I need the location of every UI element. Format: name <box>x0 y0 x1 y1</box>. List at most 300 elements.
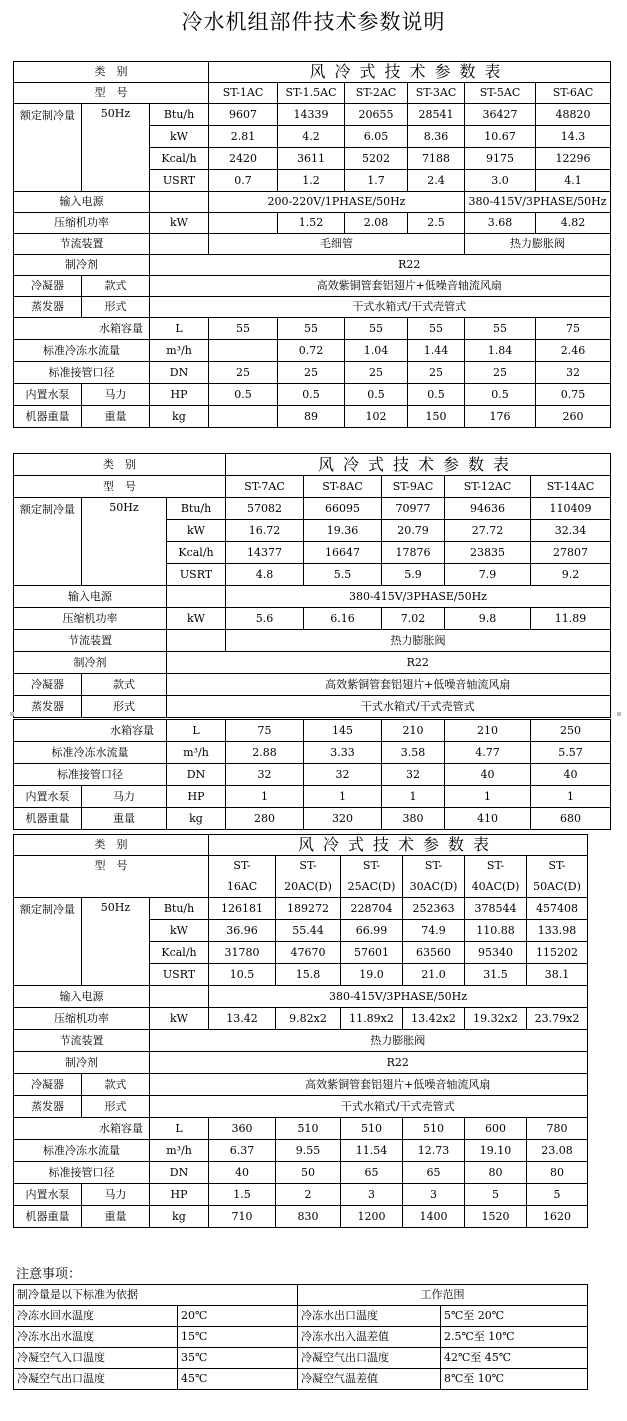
data-cell: 40 <box>209 1162 276 1184</box>
unit-cell: kW <box>150 1008 209 1030</box>
data-cell: 145 <box>304 720 382 742</box>
data-cell: 0.5 <box>278 384 345 406</box>
data-cell: 11.54 <box>341 1140 403 1162</box>
tank-label: 水箱容量 <box>14 318 150 340</box>
throttle-label: 节流装置 <box>14 1030 150 1052</box>
spec-table-1 <box>13 61 611 428</box>
unit-cell <box>167 652 226 674</box>
data-cell: 9.8 <box>445 608 531 630</box>
notes-value: 42℃至 45℃ <box>441 1348 588 1369</box>
tank-label: 水箱容量 <box>14 1118 150 1140</box>
data-cell: 380 <box>382 808 445 830</box>
power-label: 输入电源 <box>14 986 150 1008</box>
form-label: 形式 <box>82 297 150 318</box>
data-cell: 115202 <box>527 942 588 964</box>
power-three-phase: 380-415V/3PHASE/50Hz <box>465 192 611 213</box>
data-cell: 210 <box>445 720 531 742</box>
data-cell: 0.75 <box>536 384 611 406</box>
refrigerant-label: 制冷剂 <box>14 255 150 276</box>
notes-key: 冷冻水回水温度 <box>14 1306 178 1327</box>
data-cell: 1.52 <box>278 213 345 234</box>
model-label: 型 号 <box>14 83 209 104</box>
unit-cell <box>150 1074 209 1096</box>
data-cell: 150 <box>408 406 465 428</box>
compressor-label: 压缩机功率 <box>14 1008 150 1030</box>
throttle-label: 节流装置 <box>14 630 167 652</box>
model-cell: ST- <box>527 856 588 877</box>
data-cell: 510 <box>403 1118 465 1140</box>
model-cell: ST-7AC <box>226 476 304 498</box>
pump-label: 内置水泵 <box>14 384 82 406</box>
data-cell: 27.72 <box>445 520 531 542</box>
data-cell: 510 <box>341 1118 403 1140</box>
unit-cell: DN <box>167 764 226 786</box>
data-cell: 23.08 <box>527 1140 588 1162</box>
notes-value: 5℃至 20℃ <box>441 1306 588 1327</box>
notes-key: 冷凝空气温差值 <box>298 1369 441 1390</box>
data-cell: 14.3 <box>536 126 611 148</box>
model-cell: ST- <box>276 856 341 877</box>
unit-cell: kW <box>167 520 226 542</box>
data-cell: 57082 <box>226 498 304 520</box>
data-cell: 6.05 <box>345 126 408 148</box>
data-cell: 0.7 <box>209 170 278 192</box>
power-three-phase: 380-415V/3PHASE/50Hz <box>209 986 588 1008</box>
data-cell: 1.44 <box>408 340 465 362</box>
notes-key: 冷凝空气出口温度 <box>14 1369 178 1390</box>
data-cell: 7.9 <box>445 564 531 586</box>
data-cell: 6.37 <box>209 1140 276 1162</box>
data-cell: 189272 <box>276 898 341 920</box>
data-cell: 1400 <box>403 1206 465 1228</box>
unit-cell <box>150 986 209 1008</box>
data-cell: 17876 <box>382 542 445 564</box>
model-cell: ST- <box>209 856 276 877</box>
data-cell: 12.73 <box>403 1140 465 1162</box>
data-cell: 320 <box>304 808 382 830</box>
data-cell: 1 <box>382 786 445 808</box>
data-cell: 25 <box>278 362 345 384</box>
model-cell: 20AC(D) <box>276 877 341 898</box>
data-cell: 7.02 <box>382 608 445 630</box>
data-cell: 2.4 <box>408 170 465 192</box>
model-cell: ST-12AC <box>445 476 531 498</box>
data-cell: 66095 <box>304 498 382 520</box>
unit-cell: USRT <box>167 564 226 586</box>
unit-cell: DN <box>150 1162 209 1184</box>
data-cell: 6.16 <box>304 608 382 630</box>
notes-key: 冷凝空气出口温度 <box>298 1348 441 1369</box>
data-cell: 510 <box>276 1118 341 1140</box>
expansion-valve: 热力膨胀阀 <box>465 234 611 255</box>
data-cell: 1620 <box>527 1206 588 1228</box>
data-cell: 12296 <box>536 148 611 170</box>
refrigerant-label: 制冷剂 <box>14 652 167 674</box>
data-cell: 410 <box>445 808 531 830</box>
data-cell: 9607 <box>209 104 278 126</box>
model-cell: ST-2AC <box>345 83 408 104</box>
frequency-label: 50Hz <box>82 898 150 986</box>
table-header: 风冷式技术参数表 <box>226 454 611 476</box>
data-cell: 0.5 <box>345 384 408 406</box>
model-cell: ST-1.5AC <box>278 83 345 104</box>
capillary-tube: 毛细管 <box>209 234 465 255</box>
data-cell: 55.44 <box>276 920 341 942</box>
expansion-valve: 热力膨胀阀 <box>209 1030 588 1052</box>
data-cell: 2.88 <box>226 742 304 764</box>
data-cell: 9.82x2 <box>276 1008 341 1030</box>
data-cell: 13.42x2 <box>403 1008 465 1030</box>
data-cell: 133.98 <box>527 920 588 942</box>
data-cell: 28541 <box>408 104 465 126</box>
model-cell: ST- <box>403 856 465 877</box>
unit-cell <box>150 1030 209 1052</box>
unit-cell: L <box>167 720 226 742</box>
data-cell: 75 <box>226 720 304 742</box>
data-cell: 32 <box>304 764 382 786</box>
data-cell: 80 <box>465 1162 527 1184</box>
data-cell: 10.67 <box>465 126 536 148</box>
data-cell: 21.0 <box>403 964 465 986</box>
capacity-label: 额定制冷量 <box>14 498 82 586</box>
data-cell: 32 <box>382 764 445 786</box>
data-cell: 19.10 <box>465 1140 527 1162</box>
data-cell: 16647 <box>304 542 382 564</box>
tank-label: 水箱容量 <box>14 720 167 742</box>
unit-cell: HP <box>150 1184 209 1206</box>
data-cell: 710 <box>209 1206 276 1228</box>
data-cell: 40 <box>531 764 611 786</box>
unit-cell: HP <box>150 384 209 406</box>
data-cell: 680 <box>531 808 611 830</box>
unit-cell: Btu/h <box>150 898 209 920</box>
model-cell: ST-3AC <box>408 83 465 104</box>
data-cell: 9.2 <box>531 564 611 586</box>
data-cell: 25 <box>408 362 465 384</box>
unit-cell <box>167 586 226 608</box>
data-cell: 5.5 <box>304 564 382 586</box>
form-label: 形式 <box>82 696 167 718</box>
data-cell: 5.57 <box>531 742 611 764</box>
model-cell: ST-5AC <box>465 83 536 104</box>
data-cell: 2.5 <box>408 213 465 234</box>
spec-table-3 <box>13 834 588 1228</box>
data-cell: 23.79x2 <box>527 1008 588 1030</box>
data-cell: 250 <box>531 720 611 742</box>
unit-cell: m³/h <box>150 340 209 362</box>
data-cell <box>209 406 278 428</box>
data-cell: 5.9 <box>382 564 445 586</box>
unit-cell: USRT <box>150 170 209 192</box>
data-cell: 10.5 <box>209 964 276 986</box>
unit-cell: kW <box>167 608 226 630</box>
data-cell: 70977 <box>382 498 445 520</box>
data-cell: 14339 <box>278 104 345 126</box>
unit-cell <box>150 276 209 297</box>
data-cell: 0.72 <box>278 340 345 362</box>
data-cell: 3.33 <box>304 742 382 764</box>
horsepower-label: 马力 <box>82 384 150 406</box>
evaporator-value: 干式水箱式/干式壳管式 <box>226 696 611 718</box>
data-cell: 4.2 <box>278 126 345 148</box>
unit-cell: kg <box>167 808 226 830</box>
evaporator-value: 干式水箱式/干式壳管式 <box>209 1096 588 1118</box>
data-cell: 830 <box>276 1206 341 1228</box>
data-cell: 55 <box>345 318 408 340</box>
unit-cell: kW <box>150 920 209 942</box>
flow-label: 标准冷冻水流量 <box>14 1140 150 1162</box>
data-cell: 7188 <box>408 148 465 170</box>
data-cell: 55 <box>209 318 278 340</box>
capacity-label: 额定制冷量 <box>14 898 82 986</box>
unit-cell: m³/h <box>167 742 226 764</box>
data-cell: 36427 <box>465 104 536 126</box>
unit-cell: USRT <box>150 964 209 986</box>
unit-cell: DN <box>150 362 209 384</box>
data-cell: 176 <box>465 406 536 428</box>
data-cell: 126181 <box>209 898 276 920</box>
unit-cell: kW <box>150 213 209 234</box>
model-cell: 40AC(D) <box>465 877 527 898</box>
data-cell: 65 <box>341 1162 403 1184</box>
data-cell: 1200 <box>341 1206 403 1228</box>
condenser-value: 高效紫铜管套铝翅片+低噪音轴流风扇 <box>226 674 611 696</box>
notes-key: 冷冻水出入温差值 <box>298 1327 441 1348</box>
condenser-value: 高效紫铜管套铝翅片+低噪音轴流风扇 <box>209 276 611 297</box>
data-cell: 5.6 <box>226 608 304 630</box>
data-cell: 38.1 <box>527 964 588 986</box>
pipe-label: 标准接管口径 <box>14 764 167 786</box>
data-cell: 55 <box>465 318 536 340</box>
unit-cell: Kcal/h <box>167 542 226 564</box>
pipe-label: 标准接管口径 <box>14 1162 150 1184</box>
data-cell: 280 <box>226 808 304 830</box>
data-cell: 32 <box>536 362 611 384</box>
data-cell: 2.81 <box>209 126 278 148</box>
refrigerant-value: R22 <box>226 652 611 674</box>
data-cell: 50 <box>276 1162 341 1184</box>
frequency-label: 50Hz <box>82 104 150 192</box>
data-cell: 1.04 <box>345 340 408 362</box>
unit-cell <box>167 696 226 718</box>
notes-basis-label: 制冷量是以下标准为依据 <box>14 1285 298 1306</box>
model-cell: ST- <box>465 856 527 877</box>
frequency-label: 50Hz <box>82 498 167 586</box>
data-cell: 40 <box>445 764 531 786</box>
table-header: 风冷式技术参数表 <box>209 62 611 83</box>
model-cell: 25AC(D) <box>341 877 403 898</box>
data-cell: 11.89 <box>531 608 611 630</box>
throttle-label: 节流装置 <box>14 234 150 255</box>
data-cell: 15.8 <box>276 964 341 986</box>
data-cell: 1.7 <box>345 170 408 192</box>
model-cell: 30AC(D) <box>403 877 465 898</box>
unit-cell: kg <box>150 406 209 428</box>
unit-cell <box>167 630 226 652</box>
data-cell: 210 <box>382 720 445 742</box>
data-cell: 89 <box>278 406 345 428</box>
condenser-label: 冷凝器 <box>14 276 82 297</box>
data-cell: 47670 <box>276 942 341 964</box>
evaporator-label: 蒸发器 <box>14 297 82 318</box>
data-cell: 110.88 <box>465 920 527 942</box>
data-cell: 2.08 <box>345 213 408 234</box>
table-header: 风冷式技术参数表 <box>209 835 588 856</box>
model-cell: ST-14AC <box>531 476 611 498</box>
page-title: 冷水机组部件技术参数说明 <box>181 10 446 34</box>
data-cell: 95340 <box>465 942 527 964</box>
data-cell: 80 <box>527 1162 588 1184</box>
unit-cell: kW <box>150 126 209 148</box>
flow-label: 标准冷冻水流量 <box>14 742 167 764</box>
weight-label: 机器重量 <box>14 1206 82 1228</box>
data-cell: 75 <box>536 318 611 340</box>
compressor-label: 压缩机功率 <box>14 213 150 234</box>
data-cell: 3.68 <box>465 213 536 234</box>
data-cell: 228704 <box>341 898 403 920</box>
flow-label: 标准冷冻水流量 <box>14 340 150 362</box>
data-cell: 14377 <box>226 542 304 564</box>
style-label: 款式 <box>82 674 167 696</box>
refrigerant-label: 制冷剂 <box>14 1052 150 1074</box>
data-cell: 1.5 <box>209 1184 276 1206</box>
data-cell: 3611 <box>278 148 345 170</box>
data-cell: 0.5 <box>209 384 278 406</box>
data-cell: 3.58 <box>382 742 445 764</box>
evaporator-label: 蒸发器 <box>14 1096 82 1118</box>
spec-table-2 <box>13 453 611 718</box>
horsepower-label: 马力 <box>82 786 167 808</box>
data-cell: 74.9 <box>403 920 465 942</box>
category-label: 类 别 <box>14 62 209 83</box>
data-cell: 9.55 <box>276 1140 341 1162</box>
data-cell: 0.5 <box>465 384 536 406</box>
data-cell: 1.2 <box>278 170 345 192</box>
data-cell: 32 <box>226 764 304 786</box>
page-break-marker <box>617 712 621 716</box>
notes-table <box>13 1284 588 1390</box>
data-cell: 457408 <box>527 898 588 920</box>
unit-cell <box>150 1052 209 1074</box>
data-cell: 4.82 <box>536 213 611 234</box>
unit-cell: kg <box>150 1206 209 1228</box>
data-cell: 20.79 <box>382 520 445 542</box>
notes-value: 8℃至 10℃ <box>441 1369 588 1390</box>
spec-table-2-continued <box>13 719 611 830</box>
data-cell: 25 <box>465 362 536 384</box>
style-label: 款式 <box>82 1074 150 1096</box>
data-cell: 55 <box>278 318 345 340</box>
notes-value: 45℃ <box>178 1369 298 1390</box>
data-cell: 27807 <box>531 542 611 564</box>
data-cell: 4.8 <box>226 564 304 586</box>
unit-cell: Kcal/h <box>150 942 209 964</box>
data-cell: 13.42 <box>209 1008 276 1030</box>
unit-cell <box>150 255 209 276</box>
data-cell: 1 <box>445 786 531 808</box>
data-cell: 19.32x2 <box>465 1008 527 1030</box>
data-cell: 25 <box>209 362 278 384</box>
style-label: 款式 <box>82 276 150 297</box>
unit-cell <box>150 234 209 255</box>
data-cell: 378544 <box>465 898 527 920</box>
unit-cell: Btu/h <box>150 104 209 126</box>
data-cell: 1 <box>304 786 382 808</box>
weight-sub-label: 重量 <box>82 1206 150 1228</box>
unit-cell: L <box>150 1118 209 1140</box>
data-cell: 32.34 <box>531 520 611 542</box>
notes-key: 冷冻水出口温度 <box>298 1306 441 1327</box>
data-cell: 19.36 <box>304 520 382 542</box>
data-cell: 57601 <box>341 942 403 964</box>
category-label: 类 别 <box>14 835 209 856</box>
refrigerant-value: R22 <box>209 1052 588 1074</box>
category-label: 类 别 <box>14 454 226 476</box>
condenser-label: 冷凝器 <box>14 1074 82 1096</box>
data-cell: 23835 <box>445 542 531 564</box>
notes-value: 15℃ <box>178 1327 298 1348</box>
weight-sub-label: 重量 <box>82 406 150 428</box>
data-cell: 1520 <box>465 1206 527 1228</box>
data-cell: 2 <box>276 1184 341 1206</box>
unit-cell <box>150 192 209 213</box>
data-cell: 5 <box>527 1184 588 1206</box>
unit-cell <box>150 1096 209 1118</box>
model-cell: 16AC <box>209 877 276 898</box>
notes-range-label: 工作范围 <box>298 1285 588 1306</box>
compressor-label: 压缩机功率 <box>14 608 167 630</box>
data-cell: 94636 <box>445 498 531 520</box>
data-cell: 3 <box>403 1184 465 1206</box>
unit-cell: Kcal/h <box>150 148 209 170</box>
data-cell: 2.46 <box>536 340 611 362</box>
power-single-phase: 200-220V/1PHASE/50Hz <box>209 192 465 213</box>
model-label: 型 号 <box>14 476 226 498</box>
model-cell: ST-8AC <box>304 476 382 498</box>
condenser-label: 冷凝器 <box>14 674 82 696</box>
pipe-label: 标准接管口径 <box>14 362 150 384</box>
data-cell: 110409 <box>531 498 611 520</box>
model-cell: ST-9AC <box>382 476 445 498</box>
data-cell: 1.84 <box>465 340 536 362</box>
unit-cell <box>150 297 209 318</box>
data-cell: 19.0 <box>341 964 403 986</box>
data-cell <box>209 213 278 234</box>
data-cell: 4.1 <box>536 170 611 192</box>
data-cell: 252363 <box>403 898 465 920</box>
model-label-continued <box>14 877 209 898</box>
data-cell: 31780 <box>209 942 276 964</box>
horsepower-label: 马力 <box>82 1184 150 1206</box>
notes-value: 2.5℃至 10℃ <box>441 1327 588 1348</box>
data-cell: 48820 <box>536 104 611 126</box>
data-cell: 1 <box>226 786 304 808</box>
expansion-valve: 热力膨胀阀 <box>226 630 611 652</box>
model-label: 型 号 <box>14 856 209 877</box>
unit-cell <box>167 674 226 696</box>
data-cell: 8.36 <box>408 126 465 148</box>
pump-label: 内置水泵 <box>14 1184 82 1206</box>
model-cell: ST-6AC <box>536 83 611 104</box>
power-label: 输入电源 <box>14 192 150 213</box>
model-cell: ST- <box>341 856 403 877</box>
data-cell: 3.0 <box>465 170 536 192</box>
data-cell: 16.72 <box>226 520 304 542</box>
data-cell: 36.96 <box>209 920 276 942</box>
condenser-value: 高效紫铜管套铝翅片+低噪音轴流风扇 <box>209 1074 588 1096</box>
unit-cell: Btu/h <box>167 498 226 520</box>
model-cell: ST-1AC <box>209 83 278 104</box>
